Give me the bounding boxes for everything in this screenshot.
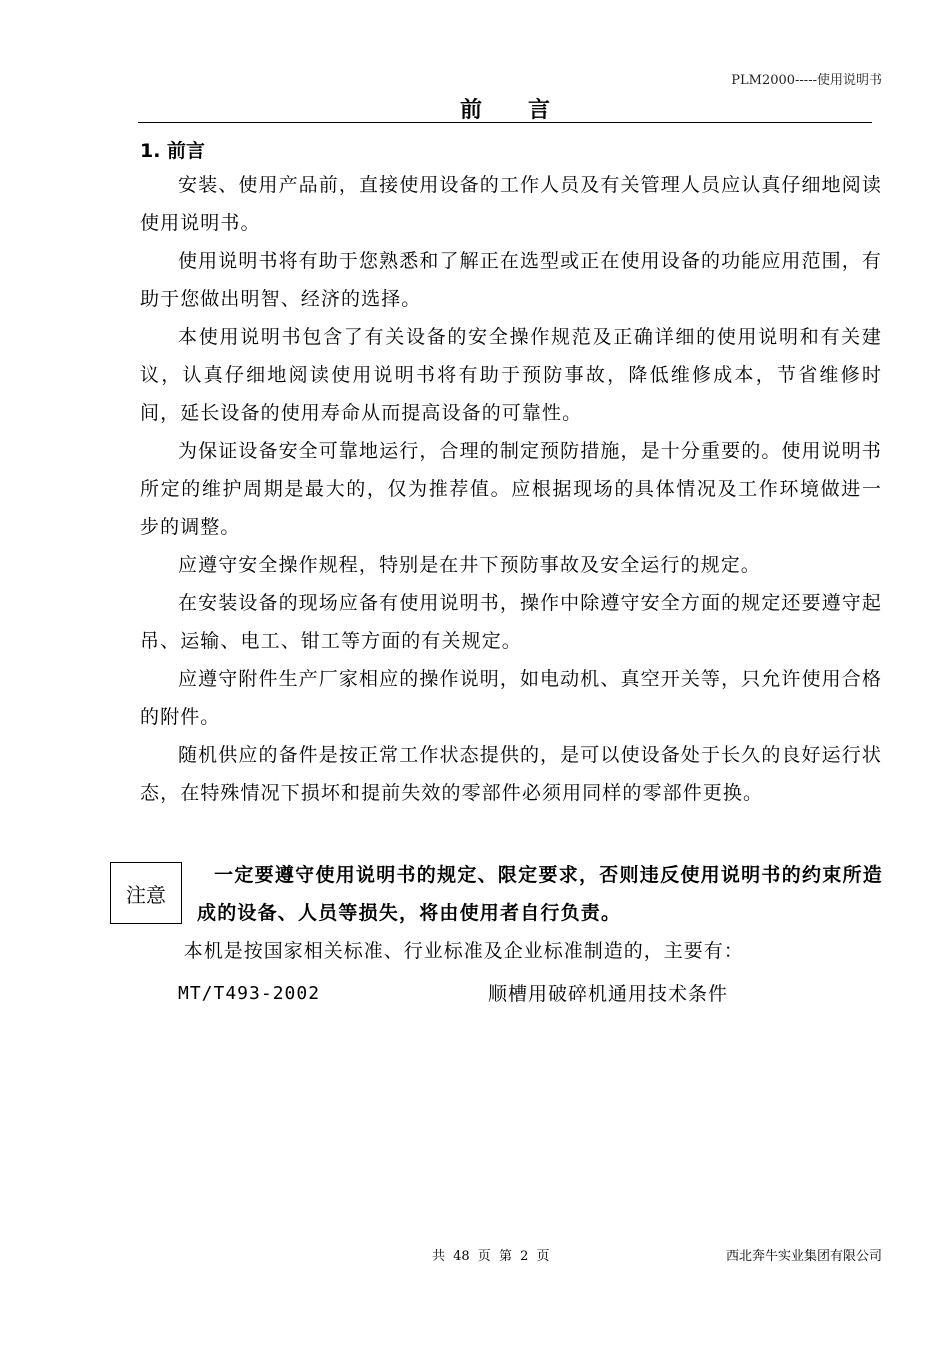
paragraph: 为保证设备安全可靠地运行，合理的制定预防措施，是十分重要的。使用说明书所定的维护周期是最大的，仅为推荐值。应根据现场的具体情况及工作环境做进一步的调整。: [140, 440, 882, 538]
paragraph: 本使用说明书包含了有关设备的安全操作规范及正确详细的使用说明和有关建议，认真仔细地阅读使用说明书将有助于预防事故，降低维修成本，节省维修时间，延长设备的使用寿命从而提高设备的可靠性。: [140, 326, 882, 424]
page-number: 共 48 页 第 2 页: [432, 1249, 550, 1264]
page-title: 前言: [459, 98, 596, 123]
paragraph: 应遵守安全操作规程，特别是在井下预防事故及安全运行的规定。: [178, 554, 761, 576]
paragraph: 随机供应的备件是按正常工作状态提供的，是可以使设备处于长久的良好运行状态，在特殊情况下损坏和提前失效的零部件必须用同样的零部件更换。: [140, 744, 882, 804]
paragraph: 应遵守附件生产厂家相应的操作说明，如电动机、真空开关等，只允许使用合格的附件。: [140, 668, 882, 728]
notice-label-box: 注意: [110, 862, 182, 924]
paragraph: 在安装设备的现场应备有使用说明书，操作中除遵守安全方面的规定还要遵守起吊、运输、电工、钳工等方面的有关规定。: [140, 592, 882, 652]
body-text: [140, 166, 882, 812]
paragraph: 使用说明书将有助于您熟悉和了解正在选型或正在使用设备的功能应用范围，有助于您做出明智、经济的选择。: [140, 250, 882, 310]
standards-intro: 本机是按国家相关标准、行业标准及企业标准制造的，主要有：: [183, 940, 744, 962]
notice-text: 一定要遵守使用说明书的规定、限定要求，否则违反使用说明书的约束所造成的设备、人员等损失，将由使用者自行负责。: [197, 864, 883, 924]
paragraph: 安装、使用产品前，直接使用设备的工作人员及有关管理人员应认真仔细地阅读使用说明书。: [140, 174, 882, 234]
company-name: 西北奔牛实业集团有限公司: [725, 1249, 882, 1264]
running-header: PLM2000-----使用说明书: [731, 73, 882, 88]
standard-code: MT/T493-2002: [178, 983, 321, 1004]
section-heading: 1. 前言: [140, 140, 206, 162]
standard-name: 顺槽用破碎机通用技术条件: [488, 983, 729, 1005]
